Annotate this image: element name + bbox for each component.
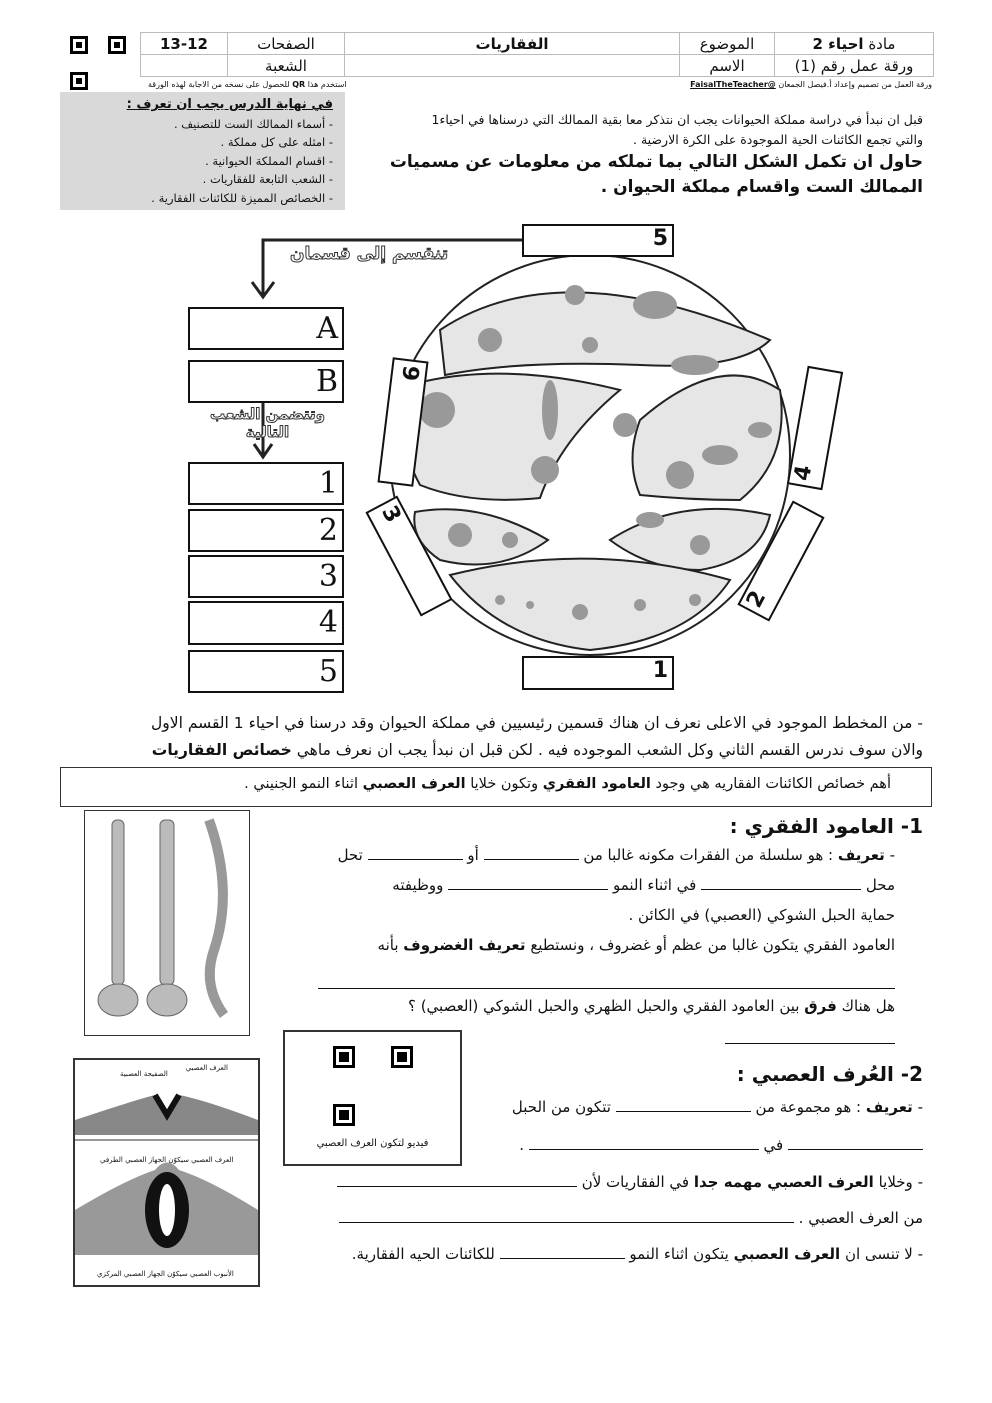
kingdom-number: 6 <box>399 364 426 383</box>
spine-image <box>84 810 250 1036</box>
reminder-bold: العرف العصبي <box>733 1245 841 1263</box>
label-central: الأنبوب العصبي سيكوّن الجهاز العصبي المركزي <box>97 1270 234 1278</box>
phylum-box-1[interactable] <box>188 462 344 505</box>
intro-line-1: قبل ان نبدأ في دراسة مملكة الحيوانات يجب ان نتذكر معا بقية الممالك التي درسناها في احياء1 <box>431 112 923 127</box>
phylum-box-5[interactable] <box>188 650 344 693</box>
pages-label: الصفحات <box>228 33 345 55</box>
transition-bold: خصائص الفقاريات <box>151 741 292 759</box>
answer-line[interactable] <box>318 960 895 989</box>
key-text: أهم خصائص الكائنات الفقاريه هي وجود <box>655 776 891 792</box>
phylum-box-4[interactable] <box>188 601 344 645</box>
intro-instruction: حاول ان تكمل الشكل التالي بما تملكه من معلومات عن مسميات الممالك الست واقسام مملكة الحيوان . <box>389 152 923 197</box>
definition-text: أو <box>467 846 479 864</box>
cartilage-text: العامود الفقري يتكون غالبا من عظم أو غضروف ، ونستطيع <box>530 936 895 954</box>
definition-text: ووظيفته <box>392 876 444 894</box>
importance-continued <box>300 1200 923 1236</box>
transition-line-1: - من المخطط الموجود في الاعلى نعرف ان هناك قسمين رئيسيين في مملكة الحيوان وقد درسنا في احياء 1 القسم الاول <box>151 714 923 732</box>
division-box-a[interactable] <box>188 307 344 350</box>
kingdom-number: 4 <box>789 463 818 483</box>
phylum-box-label: 4 <box>318 605 338 640</box>
definition-text: حماية الحبل الشوكي (العصبي) في الكائن . <box>628 906 895 924</box>
blank-field[interactable] <box>701 874 861 890</box>
definition-label: تعريف <box>837 846 885 864</box>
topic-label: الموضوع <box>680 33 775 55</box>
difference-text: بين العامود الفقري والحبل الظهري والحبل الشوكي (العصبي) ؟ <box>407 997 800 1015</box>
blank-field[interactable] <box>337 1171 577 1187</box>
divides-label: تنقسم إلى قسمان <box>290 244 449 264</box>
key-bold: العامود الفقري <box>542 776 651 792</box>
intro-line-2: والتي تجمع الكائنات الحية الموجودة على الكرة الارضية . <box>633 132 923 147</box>
difference-bold: فرق <box>804 997 837 1015</box>
reminder-text: للكائنات الحيه الفقارية. <box>351 1245 495 1263</box>
blank-field[interactable] <box>339 1207 794 1223</box>
reminder-statement <box>300 1236 923 1272</box>
blank-field[interactable] <box>368 844 463 860</box>
kingdom-number: 2 <box>741 586 772 613</box>
transition-paragraph <box>70 710 923 764</box>
definition-text: في <box>763 1136 784 1154</box>
qr-note-prefix: استخدم هذا <box>307 80 347 89</box>
answer-line[interactable] <box>725 1023 895 1044</box>
blank-field[interactable] <box>616 1096 751 1112</box>
division-box-b[interactable] <box>188 360 344 403</box>
author-text: ورقة العمل من تصميم وإعداد أ.فيصل الجمعان <box>778 80 932 89</box>
difference-text: هل هناك <box>841 997 895 1015</box>
section-label: الشعبة <box>228 55 345 77</box>
qr-note-suffix: للحصول على نسخه من الاجابة لهذه الورقة <box>148 80 290 89</box>
cartilage-question <box>290 930 923 960</box>
phylum-box-3[interactable] <box>188 555 344 598</box>
cartilage-bold: تعريف الغضروف <box>403 936 526 954</box>
phylum-box-label: 1 <box>318 466 338 501</box>
kingdom-box-5[interactable] <box>522 224 674 257</box>
video-caption: فيديو لتكون العرف العصبي <box>316 1138 429 1149</box>
kingdom-number: 1 <box>652 658 668 683</box>
blank-field[interactable] <box>448 874 608 890</box>
label-neural-crest: العرف العصبي <box>185 1064 228 1072</box>
key-bold: العرف العصبي <box>362 776 466 792</box>
label-peripheral: العرف العصبي سيكوّن الجهاز العصبي الطرفي <box>100 1156 234 1164</box>
importance-text: في الفقاريات لأن <box>581 1173 690 1191</box>
section1-title: 1- العامود الفقري : <box>729 814 923 838</box>
kingdom-number: 5 <box>652 226 668 251</box>
author-handle[interactable]: @FaisalTheTeacher <box>690 80 776 89</box>
definition-text: تتكون من الحبل <box>511 1098 611 1116</box>
phylum-box-2[interactable] <box>188 509 344 552</box>
name-label: الاسم <box>680 55 775 77</box>
key-text: اثناء النمو الجنيني . <box>244 776 358 792</box>
neural-crest-definition: - تعريف : هو مجموعة من تتكون من الحبل <box>511 1098 923 1116</box>
section2-title: 2- العُرف العصبي : <box>736 1062 923 1086</box>
phylum-box-label: 5 <box>318 654 338 689</box>
embryo-drawing <box>75 1060 258 1285</box>
definition-text: محل <box>865 876 895 894</box>
difference-question <box>290 989 923 1023</box>
subject-prefix: مادة <box>868 34 896 53</box>
transition-line-2-text: والان سوف ندرس القسم الثاني وكل الشعب الموجوده فيه . لكن قبل ان نبدأ يجب ان نعرف ماهي <box>296 741 923 759</box>
importance-text: - وخلايا <box>878 1173 923 1191</box>
worksheet-number: ورقة عمل رقم (1) <box>775 55 934 77</box>
pages-value: 13-12 <box>141 33 228 55</box>
includes-label: وتتضمن الشعب التالية <box>209 405 326 441</box>
importance-text: من العرف العصبي . <box>798 1209 923 1227</box>
transition-line-2 <box>70 737 923 764</box>
division-box-label: A <box>316 311 338 346</box>
definition-text: : هو مجموعة من <box>755 1098 862 1116</box>
reminder-text: يتكون اثناء النمو <box>629 1245 729 1263</box>
division-box-label: B <box>315 364 338 399</box>
objective-item: - أسماء الممالك الست للتصنيف . <box>173 116 333 131</box>
importance-statement <box>300 1164 923 1200</box>
blank-field[interactable] <box>484 844 579 860</box>
blank-field[interactable] <box>788 1134 923 1150</box>
phylum-box-label: 2 <box>318 513 338 548</box>
topic-value: الفقاريات <box>345 33 680 55</box>
definition-text: تحل <box>337 846 363 864</box>
objective-item: - الشعب التابعة للفقاريات . <box>202 172 333 186</box>
key-characteristics-box <box>60 767 932 807</box>
qr-note-bold: QR <box>292 80 306 89</box>
vertebral-definition: - تعريف : هو سلسلة من الفقرات مكونه غالبا من أو تحل محل في اثناء النمو ووظيفته حماية الحبل الشوكي (العصبي) في الكائن . <box>337 846 895 924</box>
bacteria-leaf <box>450 559 730 650</box>
definition-text: : هو سلسلة من الفقرات مكونه غالبا من <box>583 846 834 864</box>
objective-item: - امثله على كل مملكة . <box>220 135 333 149</box>
neural-crest-figure <box>73 1058 260 1287</box>
objectives-title: في نهاية الدرس يجب ان تعرف : <box>126 97 333 112</box>
section2 <box>300 1060 923 1272</box>
reminder-text: - لا تنسى ان <box>844 1245 923 1263</box>
key-text: وتكون خلايا <box>470 776 539 792</box>
importance-bold: العرف العصبي مهمه جدا <box>693 1173 874 1191</box>
definition-label: تعريف <box>865 1098 913 1116</box>
objective-item: - اقسام المملكة الحيوانية . <box>205 153 333 168</box>
kingdom-number: 3 <box>376 501 406 527</box>
kingdom-box-1[interactable] <box>522 656 674 690</box>
blank-field[interactable] <box>500 1243 625 1259</box>
phylum-box-label: 3 <box>318 559 338 594</box>
subject-value: احياء 2 <box>812 34 864 53</box>
label-neural-plate: الصفيحة العصبية <box>120 1070 168 1078</box>
cartilage-text: بأنه <box>377 936 399 954</box>
objective-item: - الخصائص المميزة للكائنات الفقارية . <box>151 190 333 205</box>
blank-field[interactable] <box>529 1134 759 1150</box>
definition-text: في اثناء النمو <box>612 876 697 894</box>
definition-continued: في . <box>300 1126 923 1164</box>
section1 <box>290 812 923 1044</box>
